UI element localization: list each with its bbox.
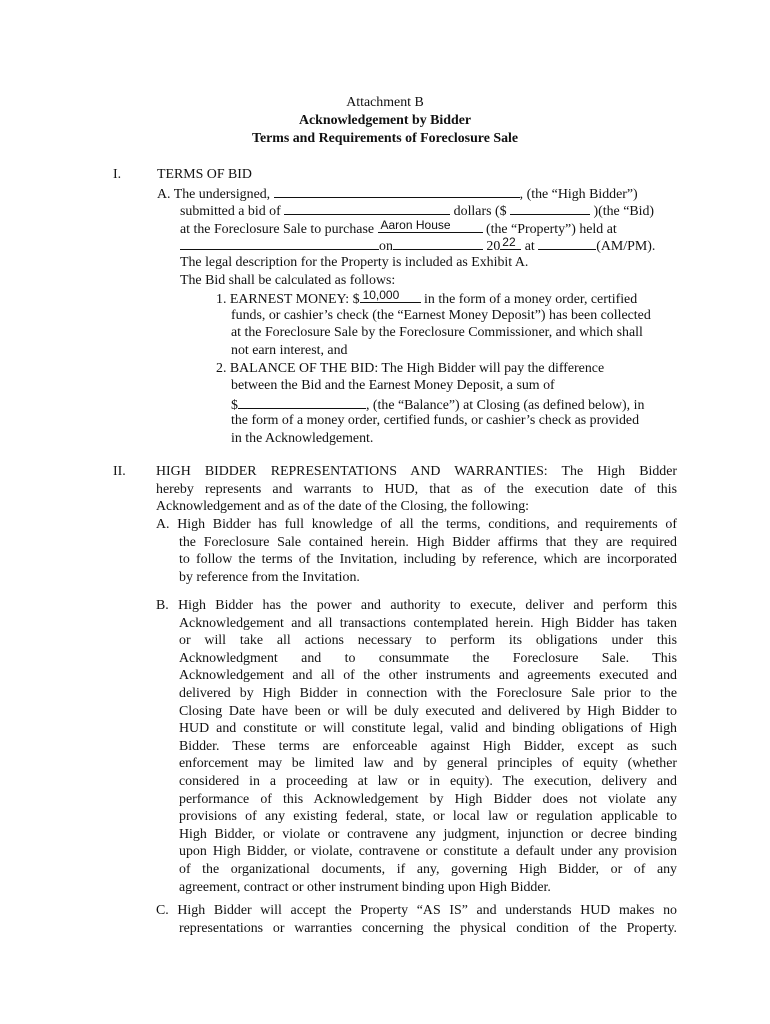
sale-location-field[interactable]	[180, 236, 379, 250]
bid-calc-text: The Bid shall be calculated as follows:	[180, 272, 396, 288]
earnest-money-text: funds, or cashier’s check (the “Earnest Money Deposit”) has been collected	[231, 307, 651, 323]
sale-year-value: 22	[502, 235, 516, 250]
balance-text: 2. BALANCE OF THE BID: The High Bidder will pay the difference	[216, 360, 605, 376]
item-b-line: agreement, contract or other instrument binding upon High Bidder.	[179, 879, 551, 895]
sale-time-field[interactable]	[538, 236, 596, 250]
item-b-line: Bidder. These terms are enforceable against High Bidder, except as such	[179, 738, 677, 754]
property-value: Aaron House	[380, 217, 451, 232]
item-b-line: B. High Bidder has the power and authority to execute, deliver and perform this	[156, 598, 677, 613]
section-2-number: II.	[113, 464, 126, 479]
item-b-line: Acknowledgment and to consummate the Foreclosure Sale. This	[179, 650, 677, 666]
item-b-line: or will take all actions necessary to perform its obligations under this	[179, 633, 677, 649]
bidder-name-line: A. The undersigned, , (the “High Bidder”)	[157, 184, 682, 202]
section-2-intro-line: HIGH BIDDER REPRESENTATIONS AND WARRANTIES: The High Bidder	[156, 464, 677, 479]
sale-date-line: on 20 22 at (AM/PM).	[157, 236, 682, 254]
section-1-number: I.	[113, 167, 122, 182]
earnest-money-text: not earn interest, and	[231, 342, 348, 358]
item-b-line: HUD and constitute or will constitute legal, valid and binding obligations of High	[179, 721, 677, 737]
item-b-line: Acknowledgement and all of the other instruments and agreements executed and	[179, 668, 677, 684]
document-subtitle: Terms and Requirements of Foreclosure Sale	[251, 131, 519, 146]
balance-text: the form of a money order, certified funds, or cashier’s check as provided	[231, 413, 640, 429]
item-b-line: provisions of any existing federal, state, or local law or regulation applicable to	[179, 809, 677, 825]
property-line: at the Foreclosure Sale to purchase Aaron House (the “Property”) held at	[180, 217, 617, 237]
item-b-line: upon High Bidder, or violate, contravene or constitute a default under any provision	[179, 844, 677, 860]
item-b-line: performance of this Acknowledgement by High Bidder does not violate any	[179, 791, 677, 807]
item-b-line: considered in a proceeding at law or in equity). The execution, delivery and	[179, 773, 677, 789]
balance-amount-line: $ , (the “Balance”) at Closing (as defined below), in	[157, 395, 682, 413]
section-1-heading: TERMS OF BID	[157, 167, 252, 182]
item-b-line: of the organizational documents, if any, governing High Bidder, or of any	[179, 861, 677, 877]
earnest-money-field[interactable]	[360, 289, 421, 303]
document-title: Acknowledgement by Bidder	[298, 113, 472, 128]
item-c-block	[156, 902, 677, 937]
section-1-block	[157, 166, 682, 448]
item-a-block	[156, 516, 677, 586]
item-c-line: C. High Bidder will accept the Property “AS IS” and understands HUD makes no	[156, 903, 677, 918]
bid-amount-number-field[interactable]	[510, 201, 590, 215]
bidder-name-field[interactable]	[274, 184, 520, 198]
balance-text: between the Bid and the Earnest Money Deposit, a sum of	[231, 378, 555, 394]
earnest-money-line: 1. EARNEST MONEY: $ 10,000 in the form of a money order, certified	[216, 288, 638, 308]
balance-amount-field[interactable]	[238, 395, 366, 409]
section-2-intro-line: Acknowledgement and as of the date of the Closing, the following:	[156, 499, 530, 515]
sale-year-field[interactable]	[500, 236, 521, 250]
bid-amount-words-field[interactable]	[284, 201, 450, 215]
balance-text: in the Acknowledgement.	[231, 430, 374, 446]
section-2-intro-line: hereby represents and warrants to HUD, that as of the execution date of this	[156, 481, 677, 497]
earnest-money-value: 10,000	[362, 288, 400, 303]
earnest-money-text: at the Foreclosure Sale by the Foreclosure Commissioner, and which shall	[231, 325, 643, 341]
bid-amount-line: submitted a bid of dollars ($ )(the “Bid)	[157, 201, 682, 219]
sale-date-field[interactable]	[393, 236, 483, 250]
item-a-line: A. High Bidder has full knowledge of all the terms, conditions, and requirements of	[156, 517, 677, 532]
item-b-line: High Bidder, or violate or contravene any judgment, injunction or decree binding	[179, 826, 677, 842]
item-b-line: Closing Date have been or will be duly executed and delivered by High Bidder to	[179, 703, 677, 719]
item-b-line: Acknowledgement and all transactions contemplated herein. High Bidder has taken	[179, 615, 677, 631]
item-a-line: to follow the terms of the Invitation, including by reference, which are incorporated	[179, 552, 677, 568]
attachment-label: Attachment B	[346, 95, 424, 110]
legal-description-text: The legal description for the Property is included as Exhibit A.	[180, 254, 529, 270]
item-a-line: the Foreclosure Sale contained herein. High Bidder affirms that they are required	[179, 534, 677, 550]
property-field[interactable]	[378, 219, 483, 233]
item-c-line: representations or warranties concerning the physical condition of the Property.	[179, 920, 677, 936]
item-b-line: enforcement may be limited law and by general principles of equity (whether	[179, 756, 677, 772]
document-header	[0, 94, 770, 148]
item-a-line: by reference from the Invitation.	[179, 569, 360, 585]
item-b-line: delivered by High Bidder in connection with the Foreclosure Sale prior to the	[179, 685, 677, 701]
section-2-intro	[156, 463, 677, 516]
item-b-block	[156, 597, 677, 896]
